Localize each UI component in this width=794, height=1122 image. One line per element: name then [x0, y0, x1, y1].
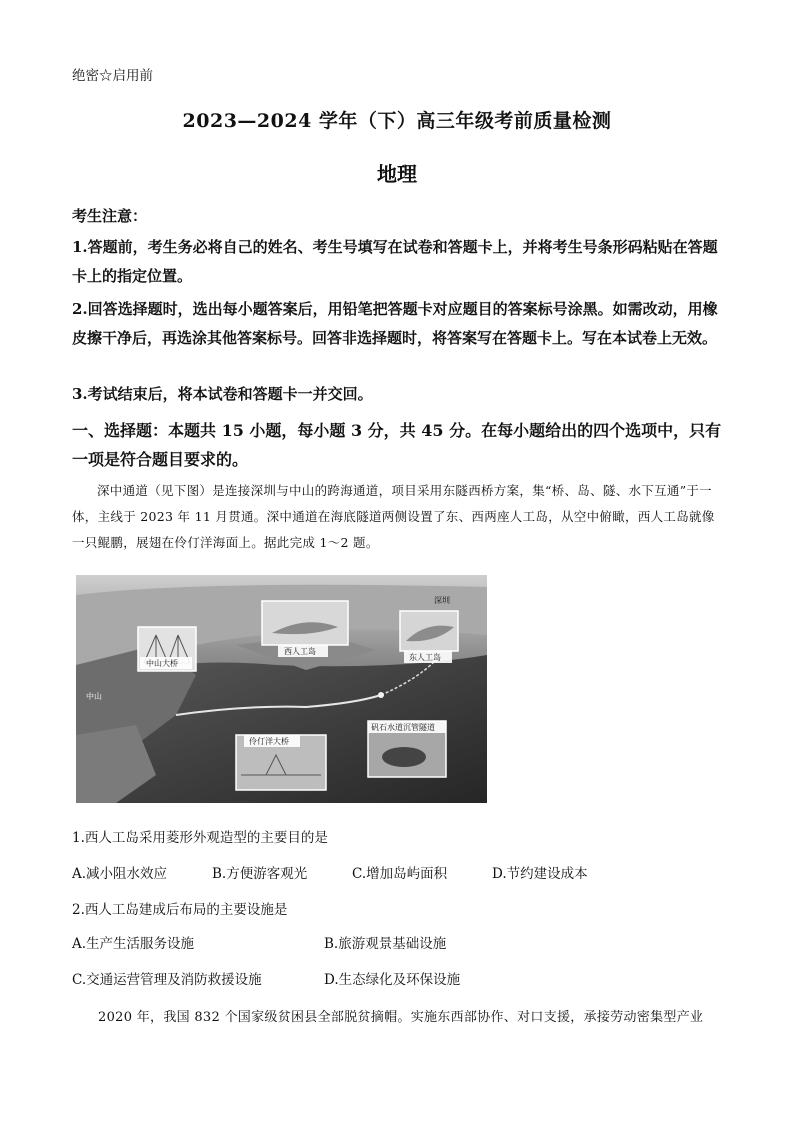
notice-heading: 考生注意：: [72, 207, 148, 225]
question-2-stem: 2.西人工岛建成后布局的主要设施是: [72, 902, 288, 918]
notice-item-3: 3.考试结束后，将本试卷和答题卡一并交回。: [72, 385, 373, 403]
q1-option-b[interactable]: B.方便游客观光: [212, 866, 308, 882]
question-2-options-row-2: [72, 968, 722, 988]
passage-shenzhong: 深中通道（见下图）是连接深圳与中山的跨海通道，项目采用东隧西桥方案，集“桥、岛、隧、水下互通”于一体，主线于 2023 年 11 月贯通。深中通道在海底隧道两侧设置了东、西两座人工岛，从空中俯瞰，西人工岛就像一只鲲鹏，展翅在伶仃洋海面上。据此完成 1～2 题。: [72, 483, 715, 550]
west-island-marker: [378, 692, 384, 698]
shenzhong-link-figure: [76, 575, 487, 803]
confidential-mark: 绝密☆启用前: [72, 68, 153, 84]
question-2-options-row-1: [72, 932, 722, 952]
label-tunnel: 矾石水道沉管隧道: [371, 723, 435, 732]
question-1-stem: 1.西人工岛采用菱形外观造型的主要目的是: [72, 830, 328, 846]
q2-option-d[interactable]: D.生态绿化及环保设施: [324, 972, 461, 988]
section-heading: 一、选择题：本题共 15 小题，每小题 3 分，共 45 分。在每小题给出的四个选项中，只有一项是符合题目要求的。: [72, 421, 722, 469]
notice-item-1: 1.答题前，考生务必将自己的姓名、考生号填写在试卷和答题卡上，并将考生号条形码粘贴在答题卡上的指定位置。: [72, 238, 718, 285]
exam-title: 2023—2024 学年（下）高三年级考前质量检测: [182, 110, 612, 132]
label-zhongshan: 中山: [86, 692, 102, 701]
label-lingding-bridge: 伶仃洋大桥: [249, 737, 289, 746]
q1-option-a[interactable]: A.减小阻水效应: [72, 866, 168, 882]
label-zhongshan-bridge: 中山大桥: [146, 659, 178, 668]
q1-option-c[interactable]: C.增加岛屿面积: [352, 866, 448, 882]
q1-option-d[interactable]: D.节约建设成本: [492, 866, 588, 882]
q2-option-b[interactable]: B.旅游观景基础设施: [324, 936, 447, 952]
tunnel-mouth: [382, 747, 426, 767]
q2-option-a[interactable]: A.生产生活服务设施: [72, 936, 195, 952]
passage-poverty: 2020 年，我国 832 个国家级贫困县全部脱贫摘帽。实施东西部协作、对口支援，承接劳动密集型产业: [98, 1010, 704, 1025]
label-shenzhen: 深圳: [434, 596, 450, 605]
label-west-island: 西人工岛: [284, 647, 316, 656]
label-east-island: 东人工岛: [409, 653, 441, 662]
notice-item-2: 2.回答选择题时，选出每小题答案后，用铅笔把答题卡对应题目的答案标号涂黑。如需改动，用橡皮擦干净后，再选涂其他答案标号。回答非选择题时，将答案写在答题卡上。写在本试卷上无效。: [72, 300, 718, 347]
question-1-options: [72, 862, 722, 882]
q2-option-c[interactable]: C.交通运营管理及消防救援设施: [72, 972, 262, 988]
subject-title: 地理: [377, 162, 417, 186]
